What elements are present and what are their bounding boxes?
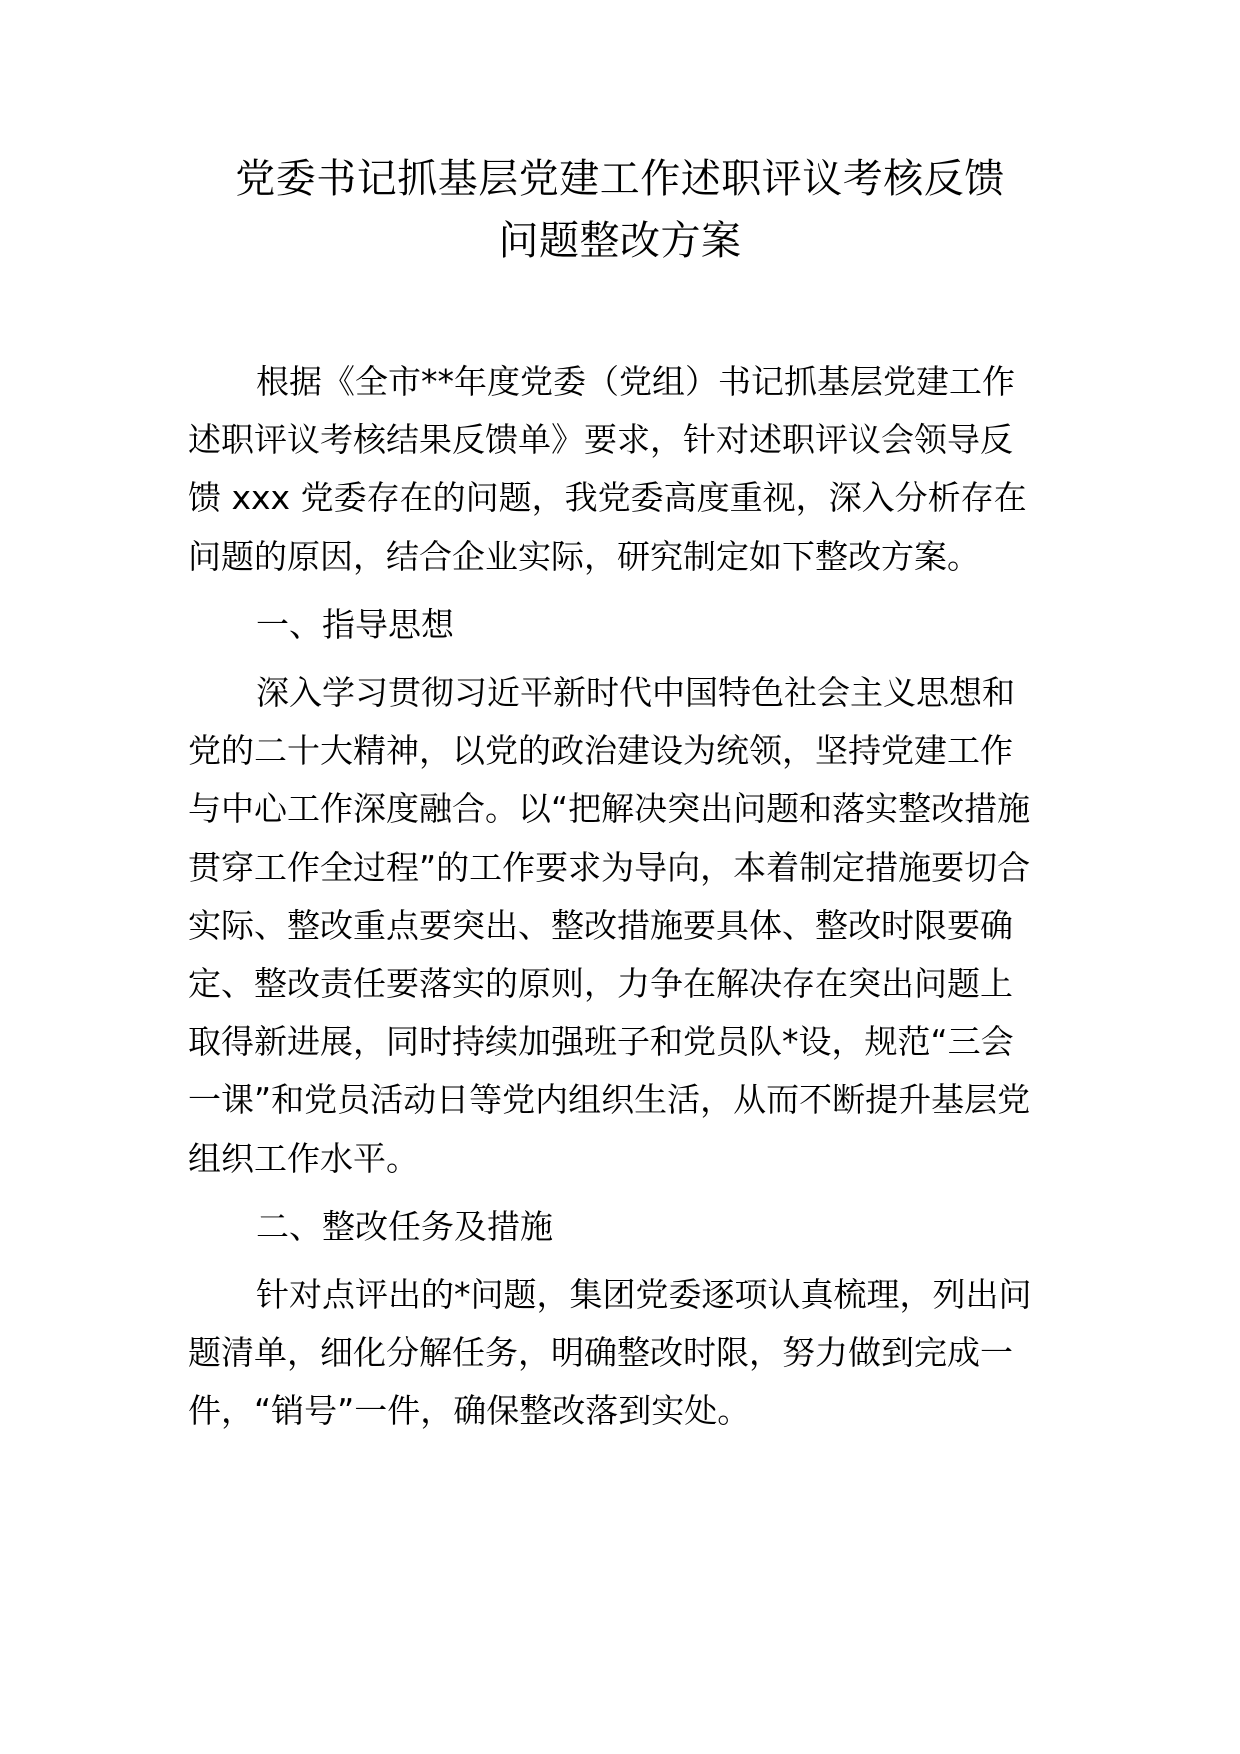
text-line: 取得新进展，同时持续加强班子和党员队*设，规范“三会 — [188, 1022, 1014, 1062]
text-line: 组织工作水平。 — [188, 1138, 419, 1178]
text-line: 根据《全市**年度党委（党组）书记抓基层党建工作 — [256, 362, 1015, 401]
text-line: 针对点评出的*问题，集团党委逐项认真梳理，列出问 — [256, 1275, 1032, 1315]
section-heading-rectification-tasks: 二、整改任务及措施 — [256, 1206, 553, 1246]
title-line-1: 党委书记抓基层党建工作述职评议考核反馈 — [235, 156, 1005, 202]
title-line-2: 问题整改方案 — [498, 218, 742, 264]
rectification-tasks-paragraph — [188, 1266, 1058, 1441]
document-title — [160, 148, 1080, 272]
text-line: 一课”和党员活动日等党内组织生活，从而不断提升基层党 — [188, 1080, 1031, 1120]
text-line: 实际、整改重点要突出、整改措施要具体、整改时限要确 — [188, 905, 1013, 945]
text-line: 问题的原因，结合企业实际，研究制定如下整改方案。 — [188, 536, 980, 576]
text-line: 贯穿工作全过程”的工作要求为导向，本着制定措施要切合 — [188, 847, 1031, 887]
text-line: 件，“销号”一件，确保整改落到实处。 — [188, 1391, 751, 1431]
text-line: 馈 xxx 党委存在的问题，我党委高度重视，深入分析存在 — [188, 478, 1027, 518]
text-line: 与中心工作深度融合。以“把解决突出问题和落实整改措施 — [188, 789, 1031, 829]
text-line: 党的二十大精神，以党的政治建设为统领，坚持党建工作 — [188, 731, 1013, 771]
intro-paragraph — [188, 353, 1058, 586]
text-line: 题清单，细化分解任务，明确整改时限，努力做到完成一 — [188, 1333, 1013, 1373]
text-line: 深入学习贯彻习近平新时代中国特色社会主义思想和 — [256, 673, 1015, 713]
text-line: 述职评议考核结果反馈单》要求，针对述职评议会领导反 — [188, 420, 1013, 460]
guiding-ideology-paragraph — [188, 664, 1058, 1188]
document-body — [188, 353, 1058, 1441]
text-line: 定、整改责任要落实的原则，力争在解决存在突出问题上 — [188, 964, 1013, 1004]
section-heading-guiding-ideology: 一、指导思想 — [256, 604, 454, 644]
